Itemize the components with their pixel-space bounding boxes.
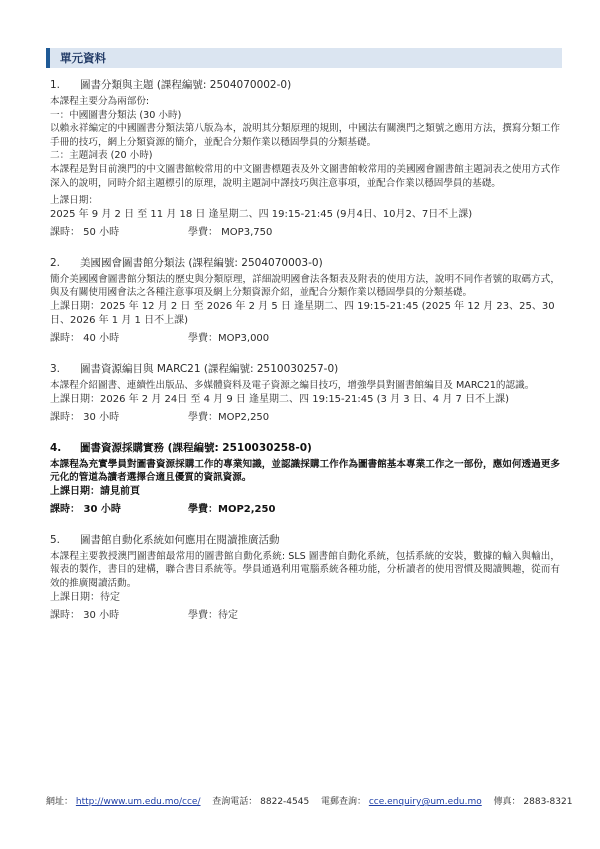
course-fee: 學費：MOP2,250 <box>188 503 276 515</box>
course-fee: 學費： MOP3,750 <box>188 226 273 238</box>
course-fee: 學費：MOP3,000 <box>188 332 270 344</box>
fax-label: 傳真： <box>493 797 521 807</box>
course-dates: 上課日期：待定 <box>50 591 120 603</box>
course-description: 本課程為充實學員對圖書資源採購工作的專業知識，並認識採購工作作為圖書館基本專業工作之一部份，應如何透過更多元化的管道為讀者選擇合適且優質的資訊資源。 <box>50 458 560 484</box>
course-hours: 課時： 30 小時 <box>50 609 120 621</box>
course-list <box>50 78 560 639</box>
course-part-description: 以賴永祥編定的中國圖書分類法第八版為本，說明其分類原理的規則，中國法有關澳門之類號之應用方法，撰寫分類工作手冊的技巧，網上分類資源的簡介，並配合分類作業以穩固學員的分類基礎。 <box>50 123 560 148</box>
course-description: 簡介美國國會圖書館分類法的歷史與分類原理，詳細說明國會法各類表及附表的使用方法，說明不同作者號的取碼方式，與及有關使用國會法之各種注意事項及網上分類資源介紹，並配合分類作業以穩固學員的分類基礎。 <box>50 273 560 299</box>
course-item <box>50 78 560 240</box>
phone-number: 8822-4545 <box>260 797 310 807</box>
course-hours-fee <box>50 226 560 240</box>
course-part-heading: 二：主題詞表 (20 小時) <box>50 150 153 162</box>
course-title-text: 圖書資源採購實務 (課程編號: 2510030258-0) <box>80 441 312 454</box>
course-item <box>50 362 560 425</box>
course-dates: 上課日期：請見前頁 <box>50 485 140 497</box>
course-part-description: 本課程是對目前澳門的中文圖書館較常用的中文圖書標題表及外文圖書館較常用的美國國會圖書館主題詞表之使用方式作深入的說明，同時介紹主題標引的原理，說明主題詞中譯技巧與注意事項，並配合作業以穩固學員的基礎。 <box>50 163 560 189</box>
course-title <box>50 362 560 376</box>
course-number: 1. <box>50 79 61 91</box>
course-number: 4. <box>50 441 62 454</box>
section-title: 單元資料 <box>60 51 106 65</box>
course-description: 本課程介紹圖書、連續性出版品、多媒體資料及電子資源之編目技巧，增強學員對圖書館編目及 MARC21的認識。 <box>50 379 535 391</box>
website-link[interactable]: http://www.um.edu.mo/cce/ <box>75 797 201 807</box>
course-item <box>50 256 560 346</box>
course-item <box>50 533 560 623</box>
course-description: 本課程主要教授澳門圖書館最常用的圖書館自動化系統: SLS 圖書館自動化系統，包括系統的安裝，數據的輸入與輸出，報表的製作，書目的建構，聯合書目系統等。學員通過利用電腦系統各種功能，分析讀者的使用習慣及閱讀興趣，從而有效的推廣閱讀活動。 <box>50 550 560 589</box>
course-number: 2. <box>50 256 61 269</box>
email-label: 電郵查詢： <box>320 797 366 807</box>
course-number: 5. <box>50 533 61 546</box>
course-part-heading: 一：中國圖書分類法 (30 小時) <box>50 109 182 121</box>
course-title <box>50 533 560 547</box>
course-dates: 2025 年 9 月 2 日 至 11 月 18 日 逢星期二、四 19:15-21:45 (9月4日、10月2、7日不上課) <box>50 208 473 220</box>
course-hours-fee <box>50 609 560 623</box>
web-label: 網址： <box>46 797 74 807</box>
course-hours-fee <box>50 332 560 346</box>
contact-footer <box>46 794 573 807</box>
phone-label: 查詢電話： <box>212 797 258 807</box>
course-intro: 本課程主要分為兩部份: <box>50 96 150 107</box>
course-dates-label: 上課日期： <box>50 195 98 207</box>
course-title-text: 圖書資源編目與 MARC21 (課程編號: 2510030257-0) <box>80 362 339 375</box>
course-title <box>50 78 560 92</box>
course-hours-fee <box>50 503 560 517</box>
course-title-text: 圖書館自動化系統如何應用在閱讀推廣活動 <box>80 533 280 546</box>
course-hours: 課時： 30 小時 <box>50 411 120 423</box>
course-dates: 上課日期：2026 年 2 月 24日 至 4 月 9 日 逢星期二、四 19:15-21:45 (3 月 3 日、4 月 7 日不上課) <box>50 393 509 405</box>
course-title <box>50 441 560 455</box>
course-title <box>50 256 560 270</box>
course-title-text: 圖書分類與主題 (課程編號: 2504070002-0) <box>80 79 292 91</box>
course-item <box>50 441 560 517</box>
course-hours-fee <box>50 411 560 425</box>
course-fee: 學費：待定 <box>188 609 238 621</box>
section-header <box>46 48 562 68</box>
course-hours: 課時： 40 小時 <box>50 332 120 344</box>
course-fee: 學費：MOP2,250 <box>188 411 270 423</box>
course-hours: 課時： 30 小時 <box>50 503 121 515</box>
fax-number: 2883-8321 <box>523 797 573 807</box>
course-dates: 上課日期：2025 年 12 月 2 日 至 2026 年 2 月 5 日 逢星期二、四 19:15-21:45 (2025 年 12 月 23、25、30日、2026 年 1 月 1 日不上課) <box>50 300 555 326</box>
email-link[interactable]: cce.enquiry@um.edu.mo <box>368 797 482 807</box>
course-hours: 課時： 50 小時 <box>50 226 120 238</box>
course-number: 3. <box>50 362 61 375</box>
course-title-text: 美國國會圖書館分類法 (課程編號: 2504070003-0) <box>80 256 323 269</box>
